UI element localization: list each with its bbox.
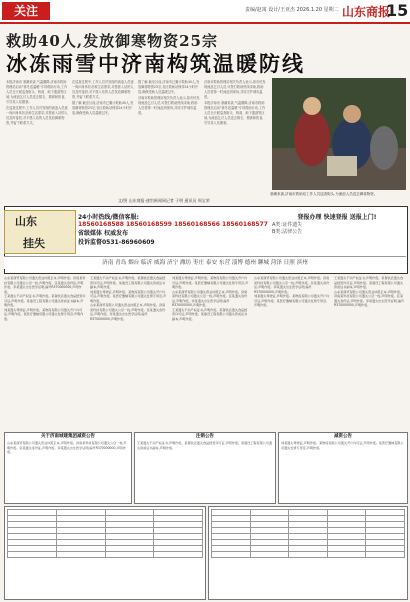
news-photo [272,78,406,190]
article-column-4 [204,80,266,195]
notice-box-title: 注销公告 [196,434,214,439]
notice-box-3 [278,432,408,504]
complaint-line: 投诉监督0531-86960609 [78,239,155,246]
article-byline: 文/图 山东商报·速豹新闻网记者 于明 通讯员 周宝荣 [118,198,210,203]
column-tag: 关注 [2,2,50,20]
notice-text: 山东某商贸有限公司遗失营业执照正本,声明作废。济南某科技有限公司遗失公章一枚,声明作废。张某遗失身份证,声明作废。李某遗失出生医学证明,编号R370000000,声明作废。 [334,289,405,307]
hotline-numbers: 18560168588 18560168599 18560168566 18560168577 [78,221,268,228]
notice-column-5 [334,276,406,426]
notice-column-2 [90,276,168,426]
notice-text: 山东某商贸有限公司遗失营业执照正本,声明作废。济南某科技有限公司遗失公章一枚,声明作废。张某遗失身份证,声明作废。李某遗失出生医学证明,编号R370000000,声明作废。 [4,276,86,294]
notice-text: 王某遗失不动产权证书,声明作废。某餐饮店遗失食品经营许可证,声明作废。某建设工程有限公司遗失资质证书副本,声明作废。 [4,294,86,307]
notice-text: 山东某商贸有限公司遗失营业执照正本,声明作废。济南某科技有限公司遗失公章一枚,声明作废。张某遗失身份证,声明作废。李某遗失出生医学证明,编号R370000000,声明作废。 [90,303,166,321]
article-paragraph: 本报济南讯 寒潮来袭,气温骤降,济南市救助管理站启动"寒冬送温暖"专项救助行动,工作人员全天候巡查街头、桥洞、地下通道等区域,为流浪乞讨人员送去棉衣、棉被和热食,引导其入站避寒。 [6,80,68,104]
table-notice-right [208,506,408,600]
ad-logo [4,210,76,254]
article-paragraph: 济南市救助管理站相关负责人表示,如市民发现流浪乞讨人员,可拨打救助热线求助,救助人员将第一时间赶到现场,共同守护城市温度。 [204,80,266,99]
notice-text: 山东某商贸有限公司遗失营业执照正本,声明作废。济南某科技有限公司遗失公章一枚,声明作废。张某遗失身份证,声明作废。李某遗失出生医学证明,编号R370000000,声明作废。 [7,441,127,454]
photo-caption: 寒潮来袭,济南市救助站工作人员巡查街头,为流浪人员送去御寒物资。 [270,192,378,196]
photo-scene [272,78,406,190]
ad-logo-line-2: 挂失 [23,237,45,250]
article-paragraph: 据了解,截至目前,济南市已累计救助40人,发放御寒物资25宗,各区救助站保持24小时开放,确保受助人员温暖过冬。 [138,80,200,94]
notice-text: 山东某商贸有限公司遗失营业执照正本,声明作废。济南某科技有限公司遗失公章一枚,声明作废。张某遗失身份证,声明作废。李某遗失出生医学证明,编号R370000000,声明作废。 [172,289,248,307]
page-header [0,0,410,24]
notice-text: 山东某商贸有限公司遗失营业执照正本,声明作废。济南某科技有限公司遗失公章一枚,声明作废。张某遗失身份证,声明作废。李某遗失出生医学证明,编号R370000000,声明作废。 [254,276,330,294]
notice-text: 刘某遗失驾驶证,声明作废。某物流有限公司遗失开户许可证,声明作废。某医疗器械有限公司遗失发票专用章,声明作废。 [254,294,330,307]
notice-text: 刘某遗失驾驶证,声明作废。某物流有限公司遗失开户许可证,声明作废。某医疗器械有限公司遗失发票专用章,声明作废。 [4,307,84,321]
notice-column-1 [4,276,86,426]
notice-text: 刘某遗失驾驶证,声明作废。某物流有限公司遗失开户许可证,声明作废。某医疗器械有限公司遗失发票专用章,声明作废。 [172,276,249,289]
page-number: 15 [386,1,409,20]
notice-text: 王某遗失不动产权证书,声明作废。某餐饮店遗失食品经营许可证,声明作废。某建设工程有限公司遗失资质证书副本,声明作废。 [90,276,166,289]
notice-box-title: 关于济南城建集团减资公告 [41,434,95,439]
headline: 冰冻雨雪中济南构筑温暖防线 [6,51,305,76]
notice-box-1 [4,432,132,504]
notice-column-3 [172,276,250,426]
editor-meta: 责编/赵寓 设计/王亚杰 2026.1.20 星期二 [245,7,339,13]
article-paragraph: 本报济南讯 寒潮来袭,气温骤降,济南市救助管理站启动"寒冬送温暖"专项救助行动,工作人员全天候巡查街头、桥洞、地下通道等区域,为流浪乞讨人员送去棉衣、棉被和热食,引导其入站避寒。 [204,101,266,125]
article-column-3 [138,80,200,195]
article-column-1 [6,80,68,195]
hotline-label: 24小时热线/微信客服: [78,214,139,221]
data-table [7,509,203,558]
article-paragraph: 济南市救助管理站相关负责人表示,如市民发现流浪乞讨人员,可拨打救助热线求助,救助人员将第一时间赶到现场,共同守护城市温度。 [138,96,200,115]
notice-text: 刘某遗失驾驶证,声明作废。某物流有限公司遗失开户许可证,声明作废。某医疗器械有限公司遗失发票专用章,声明作废。 [90,289,167,303]
notice-text: 王某遗失不动产权证书,声明作废。某餐饮店遗失食品经营许可证,声明作废。某建设工程有限公司遗失资质证书副本,声明作废。 [137,441,272,450]
notice-box-title: 减资公告 [334,434,352,439]
brand-logo: 山东商报 [342,5,391,19]
ad-right-title: 登报办理 快速登报 送报上门! [297,214,377,221]
ad-services [272,212,402,235]
ad-category-b: B类:法律公告 [272,229,303,235]
ad-contact [78,212,268,246]
article-column-2 [72,80,134,195]
article-paragraph: 在巡查过程中,工作人员对发现的流浪人员逐一询问身体状况和生活需求,对愿意入站的人员及时接回,对不愿入站的人员发放御寒物资,并留下联系方式。 [6,106,68,125]
ad-logo-line-1: 山东 [15,215,37,228]
ad-category-a: A类:证件遗失 [272,222,303,228]
article-paragraph: 在巡查过程中,工作人员对发现的流浪人员逐一询问身体状况和生活需求,对愿意入站的人员及时接回,对不愿入站的人员发放御寒物资,并留下联系方式。 [72,80,134,99]
table-notice-left [4,506,206,600]
ad-slogan: 省级媒体 权威发布 [78,230,129,237]
kicker-title: 救助40人,发放御寒物资25宗 [6,32,218,50]
notice-text: 王某遗失不动产权证书,声明作废。某餐饮店遗失食品经营许可证,声明作废。某建设工程有限公司遗失资质证书副本,声明作废。 [334,276,404,289]
data-table [211,509,405,558]
notice-box-2 [134,432,276,504]
article-paragraph: 据了解,截至目前,济南市已累计救助40人,发放御寒物资25宗,各区救助站保持24小时开放,确保受助人员温暖过冬。 [72,101,134,115]
city-list: 济南 青岛 烟台 临沂 威海 济宁 潍坊 枣庄 泰安 东营 淄博 德州 聊城 菏泽 日照 滨州 [4,256,406,269]
notice-text: 刘某遗失驾驶证,声明作废。某物流有限公司遗失开户许可证,声明作废。某医疗器械有限公司遗失发票专用章,声明作废。 [281,441,404,450]
notice-column-4 [254,276,330,426]
notice-text: 王某遗失不动产权证书,声明作废。某餐饮店遗失食品经营许可证,声明作废。某建设工程有限公司遗失资质证书副本,声明作废。 [172,307,248,321]
